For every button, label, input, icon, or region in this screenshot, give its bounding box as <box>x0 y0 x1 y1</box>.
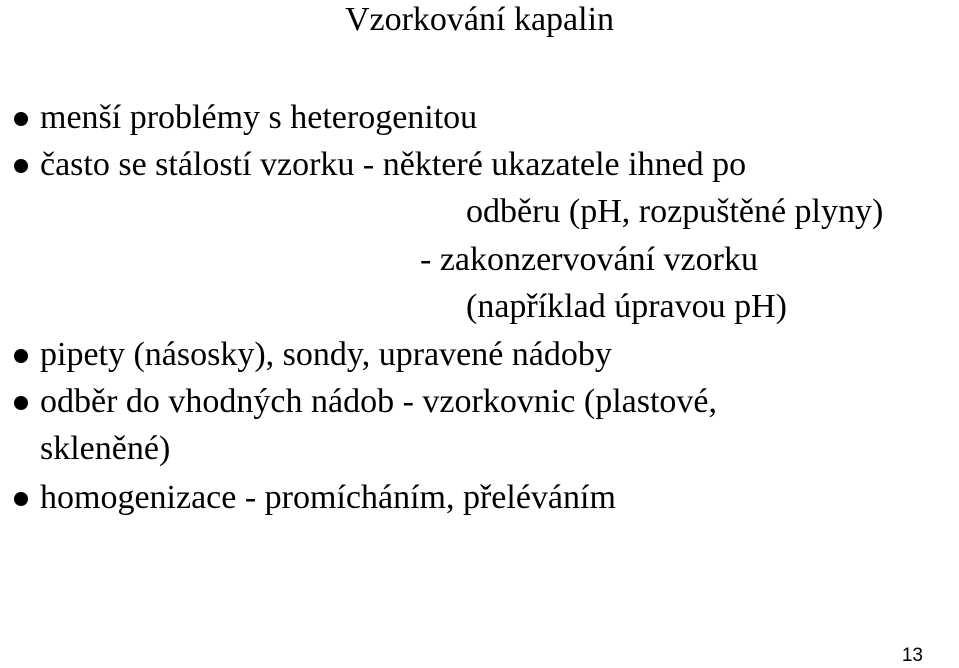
bullet-dot <box>14 349 28 363</box>
bullet-continuation: (například úpravou pH) <box>466 288 788 325</box>
page-number: 13 <box>901 645 923 666</box>
bullet-continuation: odběru (pH, rozpuštěné plyny) <box>466 193 884 230</box>
bullet-text: odběr do vhodných nádob - vzorkovnic (plastové, <box>40 383 717 420</box>
bullet-text: často se stálostí vzorku - některé ukazatele ihned po <box>40 146 747 183</box>
bullet-text: homogenizace - promícháním, přeléváním <box>40 479 616 516</box>
bullet-dot <box>14 112 28 126</box>
bullet-text: pipety (násosky), sondy, upravené nádoby <box>40 336 612 373</box>
bullet-continuation: - zakonzervování vzorku <box>420 241 758 278</box>
bullet-text: menší problémy s heterogenitou <box>40 99 478 136</box>
bullet-dot <box>14 396 28 410</box>
slide-title: Vzorkování kapalin <box>344 1 615 38</box>
bullet-dot <box>14 159 28 173</box>
bullet-continuation: skleněné) <box>40 430 171 467</box>
bullet-dot <box>14 492 28 506</box>
